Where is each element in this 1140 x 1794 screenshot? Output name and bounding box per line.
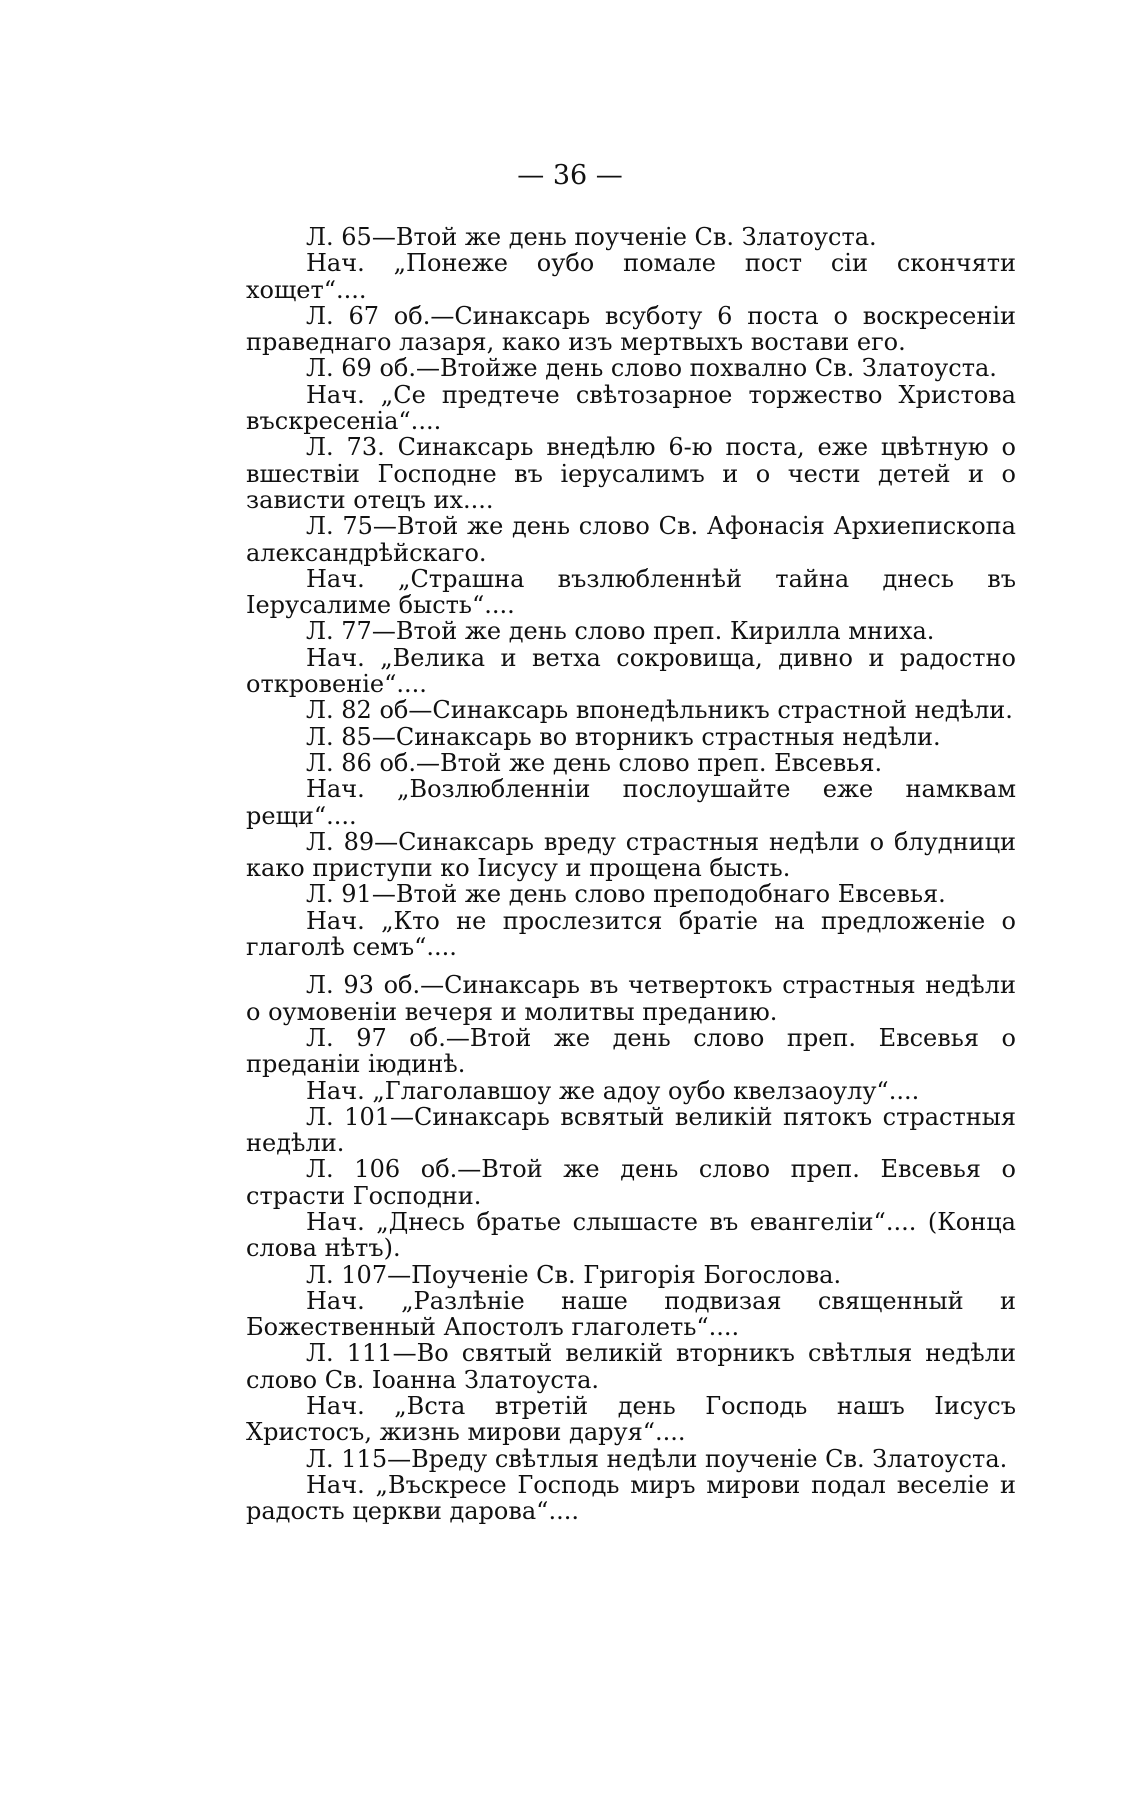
paragraph: Л. 93 об.—Синаксарь въ четвертокъ страстныя недѣли о оумовеніи вечеря и молитвы преданию. — [246, 971, 1016, 1026]
paragraph: Л. 82 об—Синаксарь впонедѣльникъ страстной недѣли. — [306, 696, 1013, 725]
paragraph: Л. 67 об.—Синаксарь всуботу 6 поста о воскресеніи праведнаго лазаря, како изъ мертвыхъ востави его. — [246, 301, 1016, 357]
paragraph: Нач. „Кто не прослезится братіе на предложеніе о глаголѣ семъ“.... — [246, 906, 1016, 962]
paragraph: Нач. „Возлюбленніи послоушайте еже намквам рещи“.... — [246, 775, 1016, 830]
paragraph: Л. 91—Втой же день слово преподобнаго Евсевья. — [306, 880, 946, 909]
paragraph: Л. 75—Втой же день слово Св. Афонасія Архиепископа александрѣйскаго. — [246, 512, 1016, 567]
paragraph: Л. 85—Синаксарь во вторникъ страстныя недѣли. — [306, 722, 941, 751]
paragraph: Нач. „Понеже оубо помале пост сіи скончяти хощет“.... — [246, 249, 1016, 304]
paragraph: Нач. „Днесь братье слышасте въ евангеліи“.... (Конца слова нѣтъ). — [246, 1207, 1016, 1263]
paragraph: Л. 107—Поученіе Св. Григорія Богослова. — [306, 1260, 842, 1289]
paragraph: Нач. „Въскресе Господь миръ мирови подал веселіе и радость церкви дарова“.... — [246, 1470, 1016, 1526]
paragraph: Нач. „Вста втретій день Господь нашъ Іисусъ Христосъ, жизнь мирови даруя“.... — [246, 1392, 1016, 1447]
paragraph: Л. 69 об.—Втойже день слово похвално Св. Златоуста. — [306, 354, 997, 383]
paragraph: Л. 77—Втой же день слово преп. Кирилла мниха. — [306, 617, 935, 646]
paragraph: Нач. „Страшна възлюбленнѣй тайна днесь въ Іерусалиме бысть“.... — [246, 564, 1016, 620]
paragraph: Л. 106 об.—Втой же день слово преп. Евсевья о страсти Господни. — [246, 1155, 1016, 1210]
paragraph: Нач. „Велика и ветха сокровища, дивно и радостно откровеніе“.... — [246, 643, 1016, 699]
document-body — [246, 224, 1016, 1525]
paragraph: Л. 115—Вреду свѣтлыя недѣли поученіе Св. Златоуста. — [306, 1444, 1008, 1473]
page-number: — 36 — — [517, 160, 623, 191]
paragraph: Нач. „Глаголавшоу же адоу оубо квелзаоулу“.... — [306, 1076, 920, 1105]
paragraph: Л. 111—Во святый великій вторникъ свѣтлыя недѣли слово Св. Іоанна Златоуста. — [246, 1339, 1016, 1394]
paragraph: Л. 86 об.—Втой же день слово преп. Евсевья. — [306, 748, 883, 777]
paragraph: Л. 89—Синаксарь вреду страстныя недѣли о блудници како приступи ко Іисусу и прощена бысть. — [246, 827, 1016, 883]
paragraph: Л. 65—Втой же день поученіе Св. Златоуста. — [306, 223, 877, 251]
paragraph: Нач. „Разлѣніе наше подвизая священный и Божественный Апостолъ глаголеть“.... — [246, 1286, 1016, 1342]
paragraph: Л. 101—Синаксарь всвятый великій пятокъ страстныя недѣли. — [246, 1102, 1016, 1158]
paragraph: Л. 73. Синаксарь внедѣлю 6-ю поста, еже цвѣтную о вшествіи Господне въ іерусалимъ и о чести детей и о зависти отецъ их.... — [246, 433, 1016, 514]
paragraph: Л. 97 об.—Втой же день слово преп. Евсевья о преданіи іюдинѣ. — [246, 1023, 1016, 1079]
paragraph: Нач. „Се предтече свѣтозарное торжество Христова въскресеніа“.... — [246, 380, 1016, 436]
